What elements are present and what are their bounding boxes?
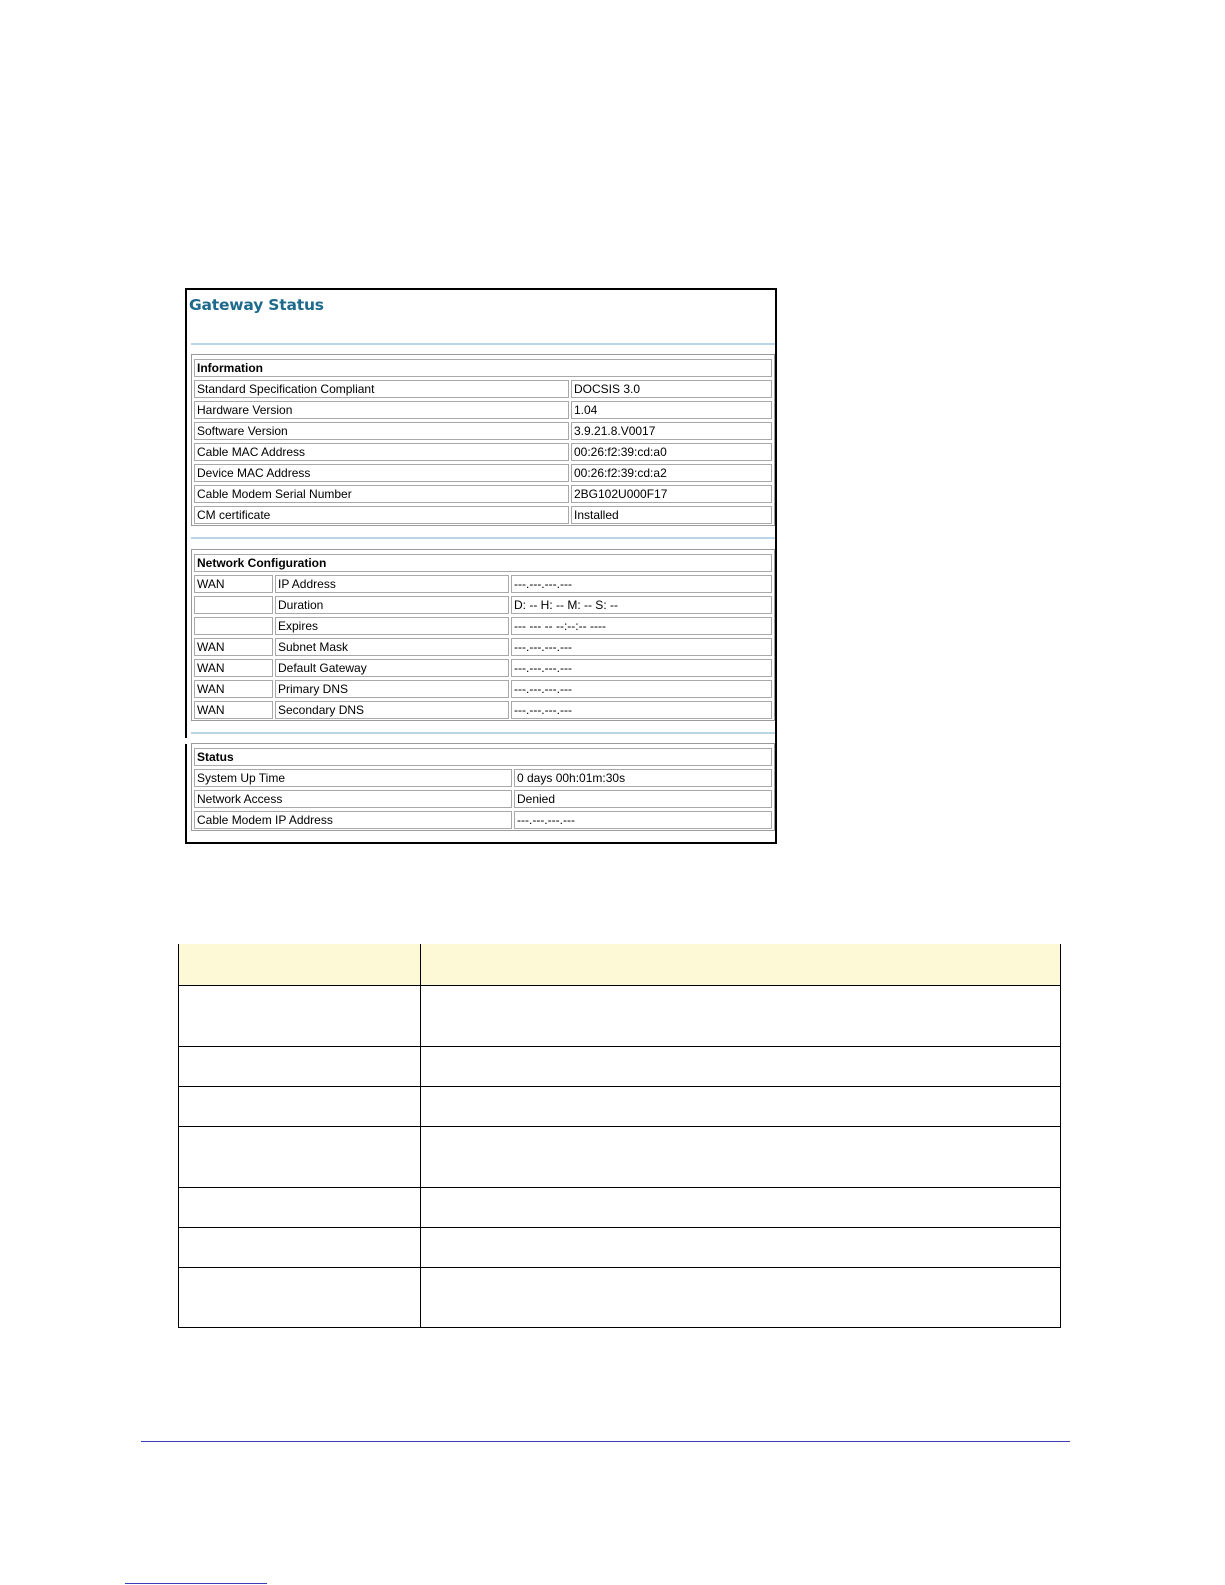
- net-value: ---.---.---.---: [511, 701, 772, 719]
- net-label: Secondary DNS: [275, 701, 509, 719]
- net-value: D: -- H: -- M: -- S: --: [511, 596, 772, 614]
- info-label: Standard Specification Compliant: [194, 380, 569, 398]
- info-label: Hardware Version: [194, 401, 569, 419]
- section-divider: [191, 732, 775, 734]
- information-header: Information: [194, 359, 772, 377]
- info-value: 00:26:f2:39:cd:a0: [571, 443, 772, 461]
- net-interface: WAN: [194, 680, 273, 698]
- info-label: Software Version: [194, 422, 569, 440]
- status-value: Denied: [514, 790, 772, 808]
- info-label: CM certificate: [194, 506, 569, 524]
- information-panel: [191, 354, 775, 526]
- net-value: ---.---.---.---: [511, 638, 772, 656]
- table-row: [179, 1187, 1060, 1227]
- network-configuration-panel: [191, 549, 775, 721]
- net-value: ---.---.---.---: [511, 575, 772, 593]
- info-value: DOCSIS 3.0: [571, 380, 772, 398]
- info-value: Installed: [571, 506, 772, 524]
- net-label: IP Address: [275, 575, 509, 593]
- gateway-status-screenshot: [185, 288, 777, 844]
- table-cell: [179, 1047, 421, 1086]
- info-value: 1.04: [571, 401, 772, 419]
- net-value: ---.---.---.---: [511, 680, 772, 698]
- net-value: ---.---.---.---: [511, 659, 772, 677]
- net-interface: [194, 596, 273, 614]
- info-label: Cable Modem Serial Number: [194, 485, 569, 503]
- net-value: --- --- -- --:--:-- ----: [511, 617, 772, 635]
- table-row: [179, 1267, 1060, 1327]
- info-label: Cable MAC Address: [194, 443, 569, 461]
- page-title: Gateway Status: [189, 296, 324, 314]
- table-header-row: [179, 944, 1060, 985]
- table-row: [179, 1046, 1060, 1086]
- net-interface: WAN: [194, 638, 273, 656]
- status-value: ---.---.---.---: [514, 811, 772, 829]
- net-label: Primary DNS: [275, 680, 509, 698]
- table-row: [179, 985, 1060, 1046]
- status-value: 0 days 00h:01m:30s: [514, 769, 772, 787]
- info-value: 00:26:f2:39:cd:a2: [571, 464, 772, 482]
- network-header: Network Configuration: [194, 554, 772, 572]
- table-cell: [179, 1268, 421, 1327]
- info-value: 2BG102U000F17: [571, 485, 772, 503]
- net-interface: WAN: [194, 575, 273, 593]
- table-cell: [179, 1087, 421, 1126]
- net-label: Subnet Mask: [275, 638, 509, 656]
- footer-divider: [141, 1441, 1070, 1442]
- status-header: Status: [194, 748, 772, 766]
- table-cell: [179, 1188, 421, 1227]
- table-cell: [179, 1127, 421, 1187]
- status-label: Cable Modem IP Address: [194, 811, 512, 829]
- status-label: System Up Time: [194, 769, 512, 787]
- info-value: 3.9.21.8.V0017: [571, 422, 772, 440]
- section-divider: [191, 537, 775, 539]
- table-header-cell: [179, 944, 421, 985]
- net-label: Default Gateway: [275, 659, 509, 677]
- net-label: Duration: [275, 596, 509, 614]
- net-interface: WAN: [194, 701, 273, 719]
- table-cell: [179, 1228, 421, 1267]
- status-panel: [191, 743, 775, 831]
- info-label: Device MAC Address: [194, 464, 569, 482]
- table-row: [179, 1086, 1060, 1126]
- table-row: [179, 1126, 1060, 1187]
- net-interface: WAN: [194, 659, 273, 677]
- table-cell: [179, 986, 421, 1046]
- net-interface: [194, 617, 273, 635]
- section-divider: [191, 343, 775, 345]
- description-table: [178, 944, 1061, 1328]
- table-row: [179, 1227, 1060, 1267]
- status-label: Network Access: [194, 790, 512, 808]
- footer-link-underline[interactable]: [125, 1583, 267, 1584]
- frame-gap: [184, 738, 188, 744]
- net-label: Expires: [275, 617, 509, 635]
